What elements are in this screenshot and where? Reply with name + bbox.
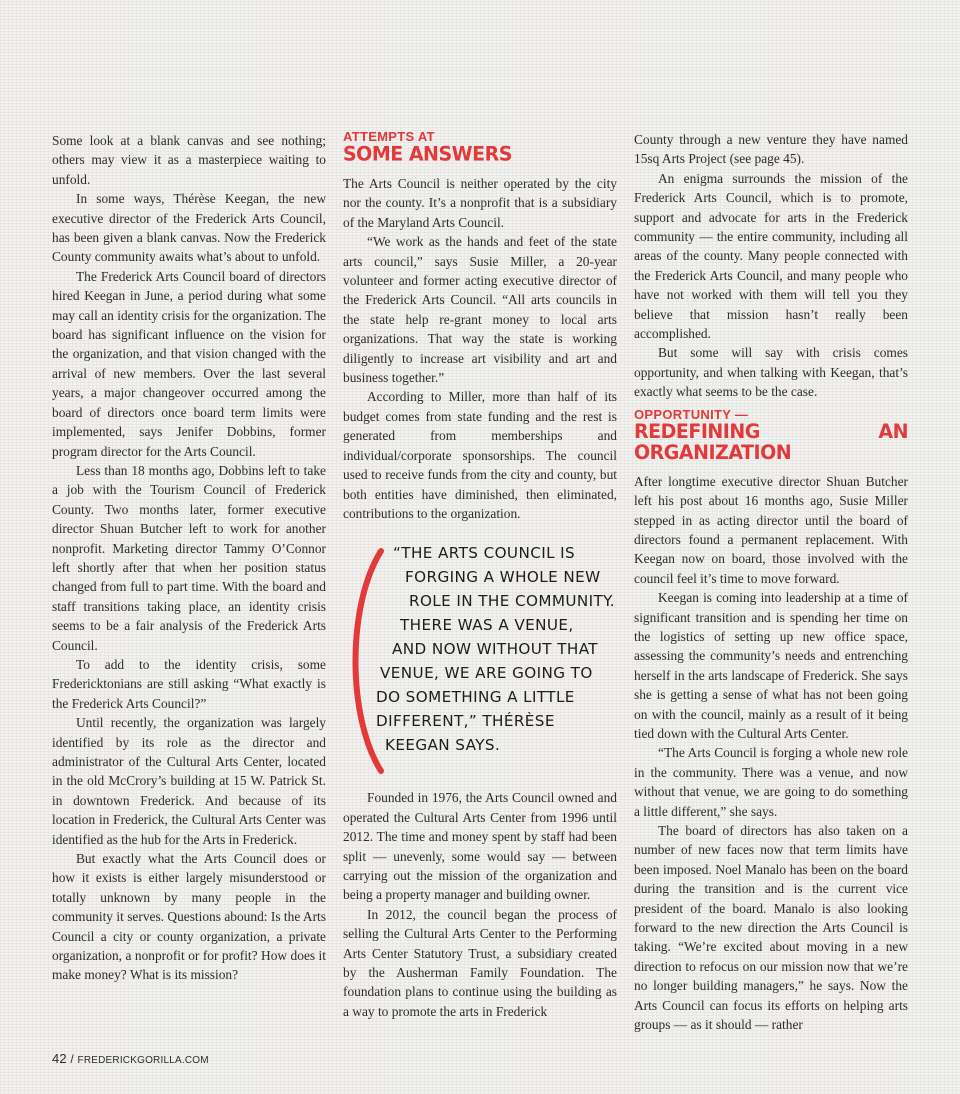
section-heading: REDEFINING AN ORGANIZATION bbox=[634, 419, 908, 464]
paragraph: An enigma surrounds the mission of the Frederick Arts Council, which is to promote, support and advocate for arts in the Frederick community — the entire community, including all areas of the county. Many people connected with the Frederick Arts Council, and many people who have not worked with them will tell you they believe that mission hasn’t really been accomplished. bbox=[634, 170, 908, 342]
paragraph: But some will say with crisis comes opportunity, and when talking with Keegan, that’s exactly what seems to be the case. bbox=[634, 345, 908, 400]
paragraph: “We work as the hands and feet of the state arts council,” says Susie Miller, a 20-year volunteer and former acting executive director of the Frederick Arts Council. “All arts councils in the state help re-grant money to local arts organizations. That way the state is working diligently to increase art visibility and art and business together.” bbox=[343, 234, 617, 386]
pull-quote-line: ROLE IN THE COMMUNITY. bbox=[409, 592, 616, 611]
article-column-2 bbox=[343, 130, 617, 1021]
pull-quote-line: FORGING A WHOLE NEW bbox=[405, 568, 601, 587]
paragraph: The board of directors has also taken on a number of new faces now that term limits have been imposed. Noel Manalo has been on the board during the transition and is the current vice president of the board. Manalo is also looking forward to the new direction the Arts Council is taking. “We’re excited about moving in a new direction to refocus on our mission now that we’re no longer building managers,” he says. Now the Arts Council can focus its efforts on helping arts groups — as it should — rather bbox=[634, 823, 908, 1033]
section-kicker: ATTEMPTS AT bbox=[343, 129, 435, 144]
paragraph: According to Miller, more than half of its budget comes from state funding and the rest is generated from memberships and individual/corporate sponsorships. The council used to receive funds from the city and county, but both entities have diminished, then eliminated, contributions to the organization. bbox=[343, 389, 617, 521]
page-footer bbox=[52, 1051, 209, 1066]
paragraph: Until recently, the organization was largely identified by its role as the director and administrator of the Cultural Arts Center, located in the old McCrory’s building at 15 W. Patrick St. in downtown Frederick. And because of its location in Frederick, the Cultural Arts Center was identified as the hub for the Arts in Frederick. bbox=[52, 715, 326, 847]
pull-quote-line: AND NOW WITHOUT THAT bbox=[392, 640, 598, 659]
footer-site-link[interactable]: FREDERICKGORILLA.COM bbox=[77, 1055, 209, 1066]
section-kicker: OPPORTUNITY — bbox=[634, 406, 749, 422]
pull-quote-line: “THE ARTS COUNCIL IS bbox=[393, 544, 576, 563]
article-column-3 bbox=[634, 130, 908, 1034]
pull-quote-line: DIFFERENT,” THÉRÈSE bbox=[376, 712, 555, 731]
section-heading: SOME ANSWERS bbox=[343, 142, 512, 166]
paragraph: In some ways, Thérèse Keegan, the new executive director of the Frederick Arts Council, has been given a blank canvas. Now the Frederick County community awaits what’s about to unfold. bbox=[52, 191, 326, 265]
paragraph: In 2012, the council began the process of selling the Cultural Arts Center to the Performing Arts Center Statutory Trust, a subsidiary created by the Ausherman Family Foundation. The foundation plans to continue using the building as a way to promote the arts in Frederick bbox=[343, 906, 617, 1019]
paragraph: After longtime executive director Shuan Butcher left his post about 16 months ago, Susie Miller stepped in as acting director until the board of directors found a permanent replacement. With Keegan now on board, those involved with the council feel it’s time to move forward. bbox=[634, 473, 908, 586]
paragraph: The Frederick Arts Council board of directors hired Keegan in June, a period during what some may call an identity crisis for the organization. The board has significant influence on the vision for the organization, and that vision changed with the arrival of new members. Over the last several years, a major changeover occurred among the board of directors once board term limits were implemented, says Jenifer Dobbins, former program director for the Arts Council. bbox=[52, 268, 326, 459]
paragraph: The Arts Council is neither operated by the city nor the county. It’s a nonprofit that is a subsidiary of the Maryland Arts Council. bbox=[343, 176, 617, 230]
pull-quote bbox=[343, 541, 617, 766]
paragraph: Keegan is coming into leadership at a time of significant transition and is spending her time on the logistics of setting up new office space, assessing the community’s needs and entrenching herself in the arts landscape of Frederick. She says she is getting a sense of what has not been going on with the council, mainly as a result of it being tied down with the Cultural Arts Center. bbox=[634, 590, 908, 741]
paragraph: “The Arts Council is forging a whole new role in the community. There was a venue, and now without that venue, we are going to do something a little different,” she says. bbox=[634, 745, 908, 819]
paragraph: Some look at a blank canvas and see nothing; others may view it as a masterpiece waiting to unfold. bbox=[52, 133, 326, 187]
paragraph: But exactly what the Arts Council does or how it exists is either largely misunderstood or totally unknown by many people in the community it serves. Questions abound: Is the Arts Council a city or county organization, a private organization, a nonprofit or for profit? How does it make money? What is its mission? bbox=[52, 851, 326, 983]
paragraph: County through a new venture they have named 15sq Arts Project (see page 45). bbox=[634, 132, 908, 167]
pull-quote-line: KEEGAN SAYS. bbox=[385, 736, 501, 755]
paragraph: Founded in 1976, the Arts Council owned and operated the Cultural Arts Center from 1996 until 2012. The time and money spent by staff had been split — unevenly, some would say — between carrying out the mission of the organization and being a property manager and building owner. bbox=[343, 790, 617, 903]
article-column-1 bbox=[52, 131, 326, 985]
pull-quote-line: DO SOMETHING A LITTLE bbox=[376, 688, 575, 707]
paragraph: To add to the identity crisis, some Fredericktonians are still asking “What exactly is the Frederick Arts Council?” bbox=[52, 656, 326, 711]
pull-quote-line: VENUE, WE ARE GOING TO bbox=[380, 664, 593, 683]
page-number: 42 bbox=[52, 1051, 67, 1066]
paragraph: Less than 18 months ago, Dobbins left to take a job with the Tourism Council of Frederick County. Two months later, former executive director Shuan Butcher left to work for another nonprofit. Marketing director Tammy O’Connor left shortly after that when her position status changed from full to part time. With the board and staff transitions taking place, an identity crisis seems to be a fair analysis of the Frederick Arts Council. bbox=[52, 462, 326, 653]
pull-quote-line: THERE WAS A VENUE, bbox=[400, 616, 574, 635]
footer-separator: / bbox=[70, 1052, 74, 1066]
